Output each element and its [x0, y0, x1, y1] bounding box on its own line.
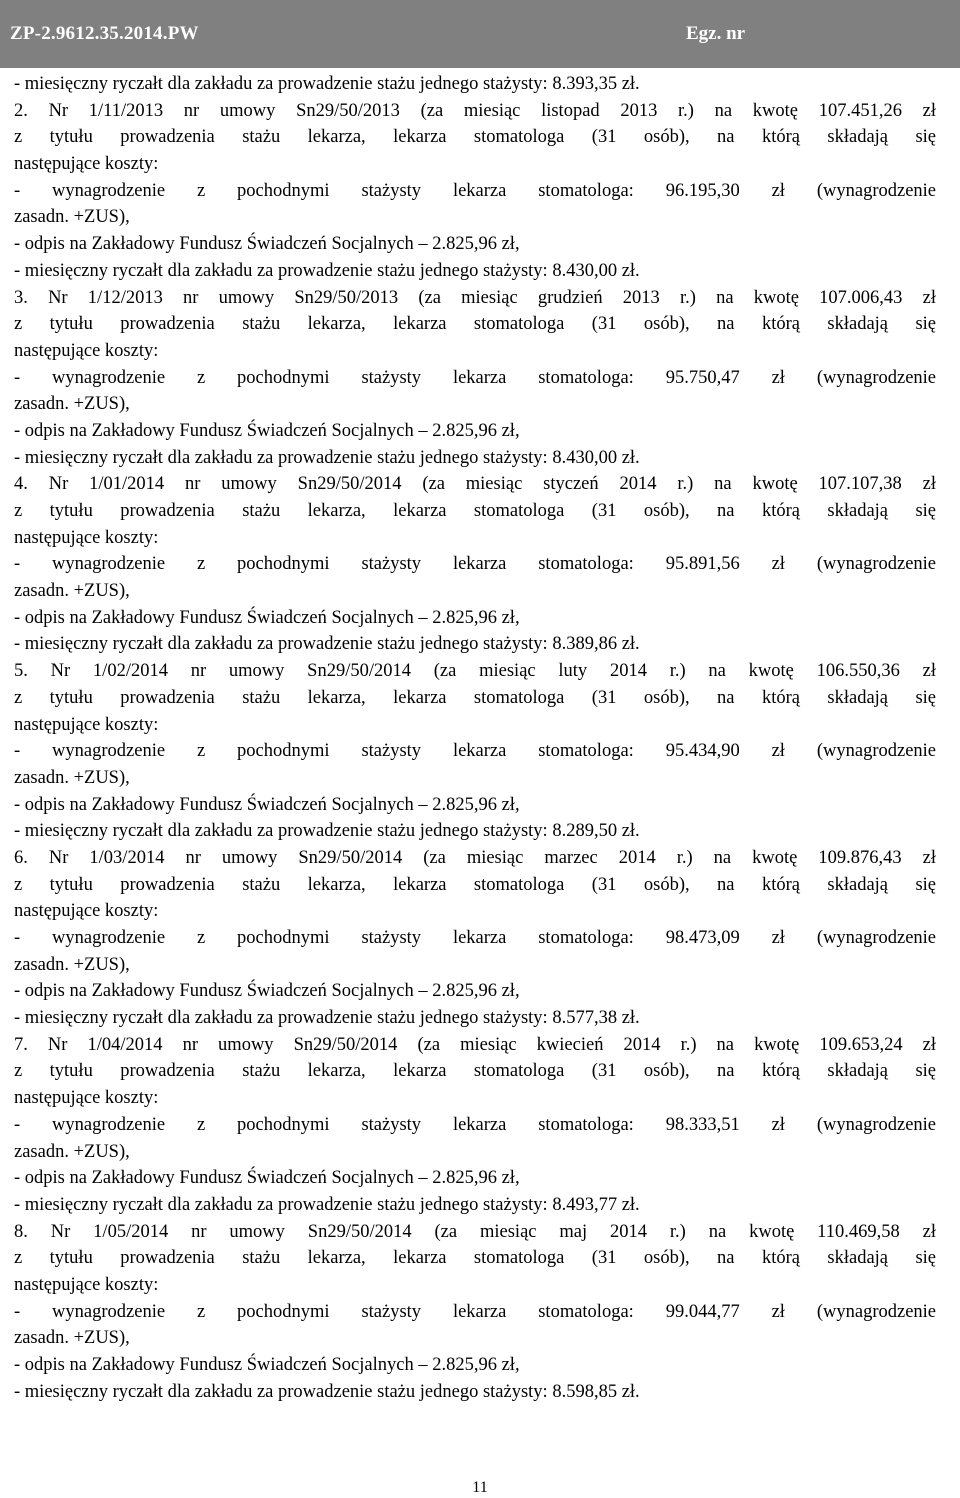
text-line: - odpis na Zakładowy Fundusz Świadczeń Socjalnych – 2.825,96 zł, — [14, 1355, 520, 1375]
text-line: następujące koszty: — [14, 340, 159, 361]
text-line: - wynagrodzenie z pochodnymi stażysty lekarza stomatologa: 99.044,77 zł (wynagrodzenie — [14, 1301, 936, 1322]
text-line: następujące koszty: — [14, 527, 159, 548]
text-line: z tytułu prowadzenia stażu lekarza, lekarza stomatologa (31 osób), na którą składają się — [14, 1248, 936, 1269]
text-line: - miesięczny ryczałt dla zakładu za prowadzenie stażu jednego stażysty: 8.577,38 zł. — [14, 1008, 640, 1029]
text-line: - miesięczny ryczałt dla zakładu za prowadzenie stażu jednego stażysty: 8.289,50 zł. — [14, 821, 640, 842]
text-line: - miesięczny ryczałt dla zakładu za prowadzenie stażu jednego stażysty: 8.430,00 zł. — [14, 260, 640, 281]
text-line: następujące koszty: — [14, 1274, 159, 1295]
document-header — [0, 0, 960, 68]
text-line: 2. Nr 1/11/2013 nr umowy Sn29/50/2013 (za miesiąc listopad 2013 r.) na kwotę 107.451,26 zł — [14, 100, 936, 121]
text-line: następujące koszty: — [14, 1088, 159, 1109]
text-line: zasadn. +ZUS), — [14, 581, 130, 602]
text-line: z tytułu prowadzenia stażu lekarza, lekarza stomatologa (31 osób), na którą składają się — [14, 501, 936, 521]
text-line: 8. Nr 1/05/2014 nr umowy Sn29/50/2014 (za miesiąc maj 2014 r.) na kwotę 110.469,58 zł — [14, 1221, 936, 1242]
text-line: z tytułu prowadzenia stażu lekarza, lekarza stomatologa (31 osób), na którą składają się — [14, 687, 936, 708]
text-line: zasadn. +ZUS), — [14, 394, 130, 415]
text-line: - wynagrodzenie z pochodnymi stażysty lekarza stomatologa: 98.473,09 zł (wynagrodzenie — [14, 928, 936, 948]
text-line: zasadn. +ZUS), — [14, 954, 130, 975]
copy-number-label: Egz. nr — [686, 23, 746, 44]
text-line: zasadn. +ZUS), — [14, 207, 130, 228]
text-line: 3. Nr 1/12/2013 nr umowy Sn29/50/2013 (za miesiąc grudzień 2013 r.) na kwotę 107.006,43 zł — [14, 287, 936, 308]
text-line: następujące koszty: — [14, 901, 159, 922]
text-line: - wynagrodzenie z pochodnymi stażysty lekarza stomatologa: 95.891,56 zł (wynagrodzenie — [14, 554, 936, 575]
text-line: następujące koszty: — [14, 154, 159, 175]
text-line: - wynagrodzenie z pochodnymi stażysty lekarza stomatologa: 96.195,30 zł (wynagrodzenie — [14, 180, 936, 201]
text-line: zasadn. +ZUS), — [14, 1141, 130, 1162]
text-line: - odpis na Zakładowy Fundusz Świadczeń Socjalnych – 2.825,96 zł, — [14, 420, 520, 441]
text-line: - miesięczny ryczałt dla zakładu za prowadzenie stażu jednego stażysty: 8.430,00 zł. — [14, 447, 640, 468]
text-line: 4. Nr 1/01/2014 nr umowy Sn29/50/2014 (za miesiąc styczeń 2014 r.) na kwotę 107.107,38 zł — [14, 474, 936, 495]
text-line: 6. Nr 1/03/2014 nr umowy Sn29/50/2014 (za miesiąc marzec 2014 r.) na kwotę 109.876,43 zł — [14, 847, 936, 868]
text-line: 5. Nr 1/02/2014 nr umowy Sn29/50/2014 (za miesiąc luty 2014 r.) na kwotę 106.550,36 zł — [14, 661, 936, 682]
text-line: z tytułu prowadzenia stażu lekarza, lekarza stomatologa (31 osób), na którą składają się — [14, 127, 936, 148]
document-body — [14, 71, 936, 1405]
text-line: - miesięczny ryczałt dla zakładu za prowadzenie stażu jednego stażysty: 8.393,35 zł. — [14, 74, 640, 94]
text-line: - odpis na Zakładowy Fundusz Świadczeń Socjalnych – 2.825,96 zł, — [14, 234, 520, 255]
text-line: zasadn. +ZUS), — [14, 1328, 130, 1349]
page-number: 11 — [472, 1479, 488, 1496]
text-line: z tytułu prowadzenia stażu lekarza, lekarza stomatologa (31 osób), na którą składają się — [14, 874, 936, 895]
text-line: z tytułu prowadzenia stażu lekarza, lekarza stomatologa (31 osób), na którą składają się — [14, 1061, 936, 1082]
text-line: - wynagrodzenie z pochodnymi stażysty lekarza stomatologa: 95.750,47 zł (wynagrodzenie — [14, 367, 936, 388]
text-line: - wynagrodzenie z pochodnymi stażysty lekarza stomatologa: 95.434,90 zł (wynagrodzenie — [14, 741, 936, 762]
text-line: zasadn. +ZUS), — [14, 767, 130, 788]
text-line: - miesięczny ryczałt dla zakładu za prowadzenie stażu jednego stażysty: 8.493,77 zł. — [14, 1194, 640, 1215]
text-line: - odpis na Zakładowy Fundusz Świadczeń Socjalnych – 2.825,96 zł, — [14, 981, 520, 1002]
text-line: - odpis na Zakładowy Fundusz Świadczeń Socjalnych – 2.825,96 zł, — [14, 794, 520, 815]
text-line: 7. Nr 1/04/2014 nr umowy Sn29/50/2014 (za miesiąc kwiecień 2014 r.) na kwotę 109.653,24 zł — [14, 1034, 936, 1055]
text-line: - odpis na Zakładowy Fundusz Świadczeń Socjalnych – 2.825,96 zł, — [14, 1168, 520, 1189]
text-line: - wynagrodzenie z pochodnymi stażysty lekarza stomatologa: 98.333,51 zł (wynagrodzenie — [14, 1114, 936, 1135]
text-line: następujące koszty: — [14, 714, 159, 735]
text-line: z tytułu prowadzenia stażu lekarza, lekarza stomatologa (31 osób), na którą składają się — [14, 314, 936, 335]
text-line: - odpis na Zakładowy Fundusz Świadczeń Socjalnych – 2.825,96 zł, — [14, 607, 520, 628]
document-reference: ZP-2.9612.35.2014.PW — [10, 23, 199, 44]
text-line: - miesięczny ryczałt dla zakładu za prowadzenie stażu jednego stażysty: 8.598,85 zł. — [14, 1381, 640, 1402]
text-line: - miesięczny ryczałt dla zakładu za prowadzenie stażu jednego stażysty: 8.389,86 zł. — [14, 634, 640, 655]
